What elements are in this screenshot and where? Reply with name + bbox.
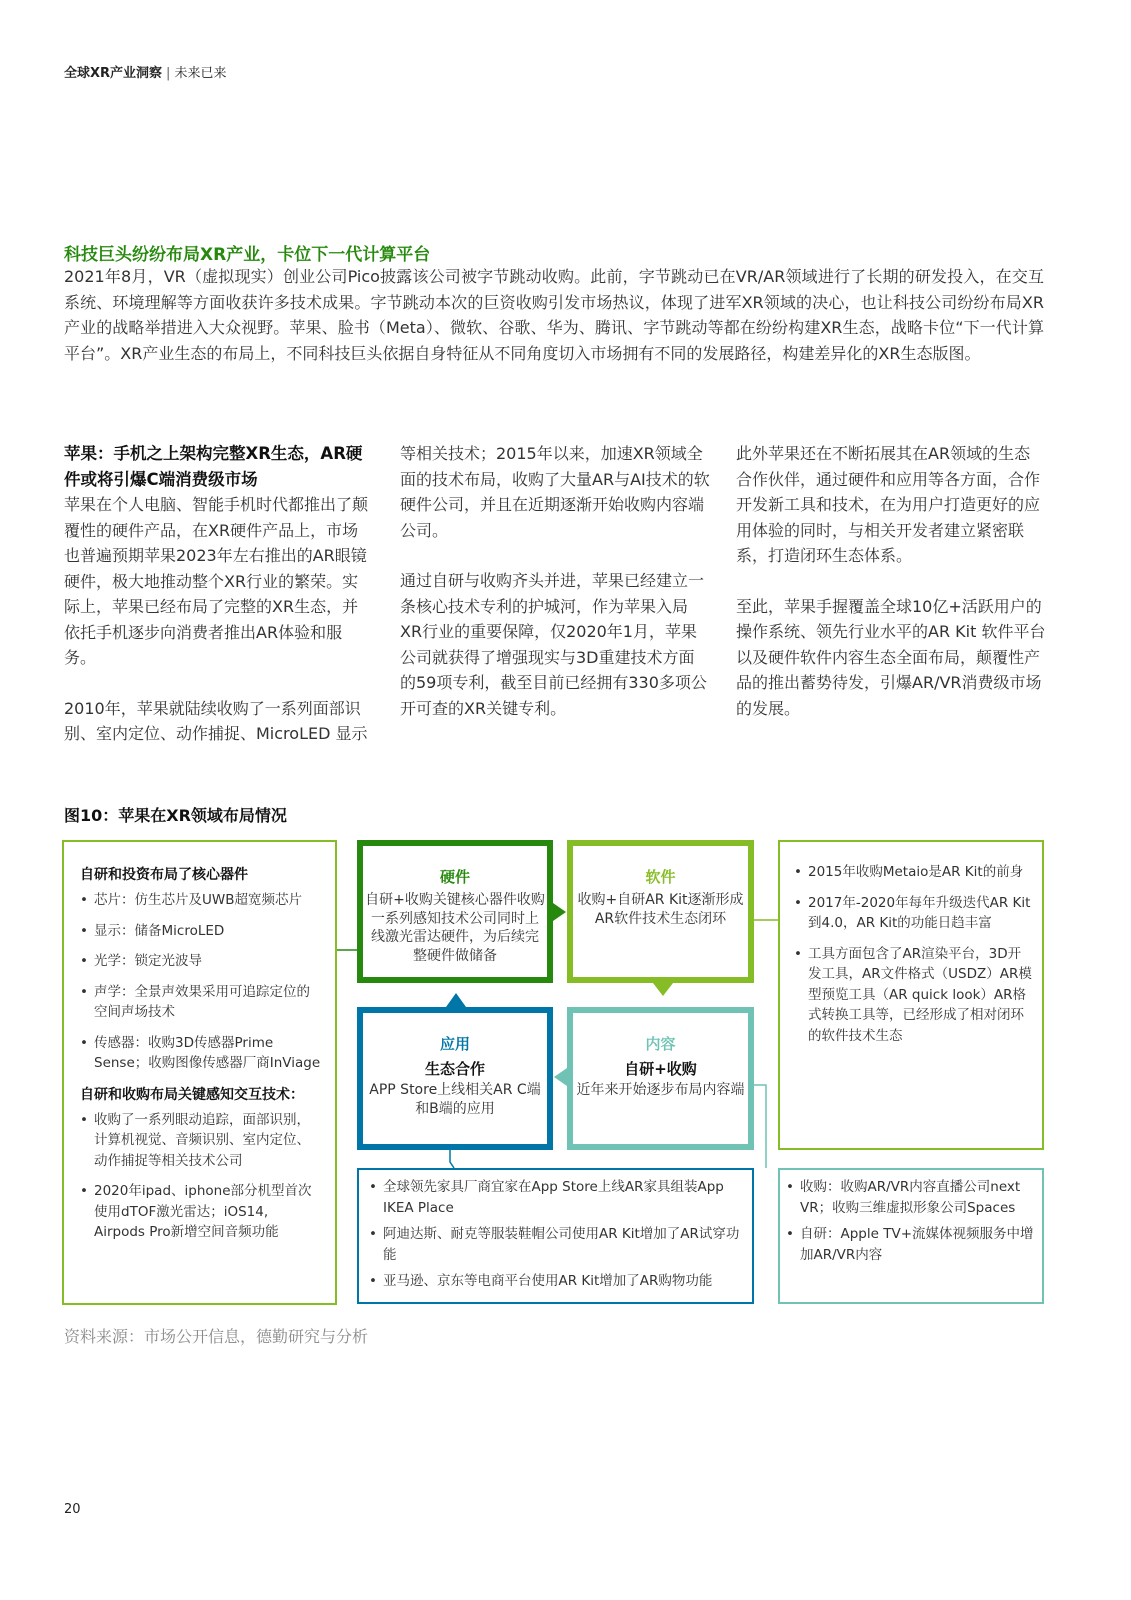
software-text: 收购+自研AR Kit逐渐形成AR软件技术生态闭环 <box>577 892 744 927</box>
list-item: • 阿迪达斯、耐克等服装鞋帽公司使用AR Kit增加了AR试穿功能 <box>369 1224 742 1265</box>
components-list <box>80 890 323 1074</box>
software-title: 软件 <box>645 868 676 886</box>
list-item: • 亚马逊、京东等电商平台使用AR Kit增加了AR购物功能 <box>369 1271 742 1292</box>
application-text: APP Store上线相关AR C端和B端的应用 <box>369 1082 541 1117</box>
application-box <box>357 1007 553 1150</box>
content-box <box>567 1007 754 1150</box>
content-title: 内容 <box>645 1035 676 1053</box>
hardware-title: 硬件 <box>439 868 470 886</box>
connector-content-bottom <box>754 1085 766 1168</box>
list-item: • 2020年ipad、iphone部分机型首次使用dTOF激光雷达；iOS14, Airpods Pro新增空间音频功能 <box>80 1181 323 1243</box>
paragraph: 至此，苹果手握覆盖全球10亿+活跃用户的操作系统、领先行业水平的AR Kit 软件平台以及硬件软件内容生态全面布局，颠覆性产品的推出蓄势待发，引爆AR/VR消费级市场的发展。 <box>736 596 1046 718</box>
paragraph: 此外苹果还在不断拓展其在AR领域的生态合作伙伴，通过硬件和应用等各方面，合作开发新工具和技术，在为用户打造更好的应用体验的同时，与相关开发者建立紧密联系，打造闭环生态体系。 <box>736 444 1041 565</box>
intro-paragraph: 2021年8月，VR（虚拟现实）创业公司Pico披露该公司被字节跳动收购。此前，字节跳动已在VR/AR领域进行了长期的研发投入，在交互系统、环境理解等方面收获许多技术成果。字节跳动本次的巨资收购引发市场热议，体现了进军XR领域的决心，也让科技公司纷纷布局XR产业的战略举措进入大众视野。苹果、脸书（Meta）、微软、谷歌、华为、腾讯、字节跳动等都在纷纷构建XR生态，战略卡位“下一代计算平台”。XR产业生态的布局上，不同科技巨头依据自身特征从不同角度切入市场拥有不同的发展路径，构建差异化的XR生态版图。 <box>64 267 1044 363</box>
section-title: 科技巨头纷纷布局XR产业，卡位下一代计算平台 <box>64 245 431 265</box>
list-item: • 收购：收购AR/VR内容直播公司next VR；收购三维虚拟形象公司Spaces <box>786 1177 1034 1218</box>
interaction-list <box>80 1110 323 1243</box>
application-title: 应用 <box>439 1035 470 1053</box>
application-detail-list <box>369 1177 742 1292</box>
paragraph: 通过自研与收购齐头并进，苹果已经建立一条核心技术专利的护城河，作为苹果入局XR行业的重要保障，仅2020年1月，苹果公司就获得了增强现实与3D重建技术方面的59项专利，截至目前已经拥有330多项公开可查的XR关键专利。 <box>400 571 707 718</box>
list-item: • 传感器：收购3D传感器Prime Sense；收购图像传感器厂商InViage <box>80 1033 323 1074</box>
arrow-content-to-application <box>554 1068 567 1086</box>
application-subtitle: 生态合作 <box>424 1060 485 1078</box>
content-text: 近年来开始逐步布局内容端 <box>576 1082 745 1098</box>
list-item: • 收购了一系列眼动追踪，面部识别，计算机视觉、音频识别、室内定位、动作捕捉等相关技术公司 <box>80 1110 323 1172</box>
content-detail-list <box>786 1177 1034 1265</box>
arrow-application-to-hardware <box>446 993 466 1007</box>
box-heading: 自研和投资布局了核心器件 <box>80 867 248 883</box>
arrow-hardware-to-software <box>553 903 566 921</box>
hardware-text: 自研+收购关键核心器件收购一系列感知技术公司同时上线激光雷达硬件，为后续完整硬件做储备 <box>365 892 545 964</box>
figure-source: 资料来源：市场公开信息，德勤研究与分析 <box>64 1327 369 1346</box>
paragraph: 等相关技术；2015年以来，加速XR领域全面的技术布局，收购了大量AR与AI技术的软硬件公司，并且在近期逐渐开始收购内容端公司。 <box>400 444 710 540</box>
box-heading: 自研和收购布局关键感知交互技术： <box>80 1086 304 1103</box>
software-box <box>567 840 754 983</box>
paragraph: 苹果在个人电脑、智能手机时代都推出了颠覆性的硬件产品，在XR硬件产品上，市场也普遍预期苹果2023年左右推出的AR眼镜硬件，极大地推动整个XR行业的繁荣。实际上，苹果已经布局了完整的XR生态，并依托手机逐步向消费者推出AR体验和服务。 <box>64 495 369 667</box>
software-detail-box <box>778 840 1044 1150</box>
software-detail-list <box>794 862 1032 1046</box>
hardware-box <box>357 840 553 983</box>
content-subtitle: 自研+收购 <box>624 1060 697 1078</box>
list-item: • 2015年收购Metaio是AR Kit的前身 <box>794 862 1032 883</box>
list-item: • 全球领先家具厂商宜家在App Store上线AR家具组装App IKEA Place <box>369 1177 742 1218</box>
header-subtitle: 未来已来 <box>174 66 227 81</box>
header-separator: | <box>166 66 171 81</box>
connector-app-bottom <box>450 1150 454 1168</box>
list-item: • 声学：全景声效果采用可追踪定位的空间声场技术 <box>80 982 323 1023</box>
column-heading: 苹果：手机之上架构完整XR生态，AR硬件或将引爆C端消费级市场 <box>64 444 363 489</box>
page-number: 20 <box>64 1502 81 1517</box>
content-detail-box <box>778 1168 1044 1304</box>
header-title: 全球XR产业洞察 <box>64 66 163 81</box>
list-item: • 工具方面包含了AR渲染平台，3D开发工具，AR文件格式（USDZ）AR模型预览工具（AR quick look）AR格式转换工具等，已经形成了相对闭环的软件技术生态 <box>794 944 1032 1047</box>
core-components-box <box>62 840 337 1305</box>
list-item: • 自研：Apple TV+流媒体视频服务中增加AR/VR内容 <box>786 1224 1034 1265</box>
list-item: • 2017年-2020年每年升级迭代AR Kit到4.0，AR Kit的功能日趋丰富 <box>794 893 1032 934</box>
application-detail-box <box>357 1168 754 1304</box>
paragraph: 2010年，苹果就陆续收购了一系列面部识别、室内定位、动作捕捉、MicroLED 显示 <box>64 698 368 743</box>
list-item: • 显示：储备MicroLED <box>80 921 323 942</box>
list-item: • 芯片：仿生芯片及UWB超宽频芯片 <box>80 890 323 911</box>
list-item: • 光学：锁定光波导 <box>80 951 323 972</box>
figure-title: 图10：苹果在XR领域布局情况 <box>64 806 287 825</box>
arrow-software-to-content <box>653 983 673 996</box>
